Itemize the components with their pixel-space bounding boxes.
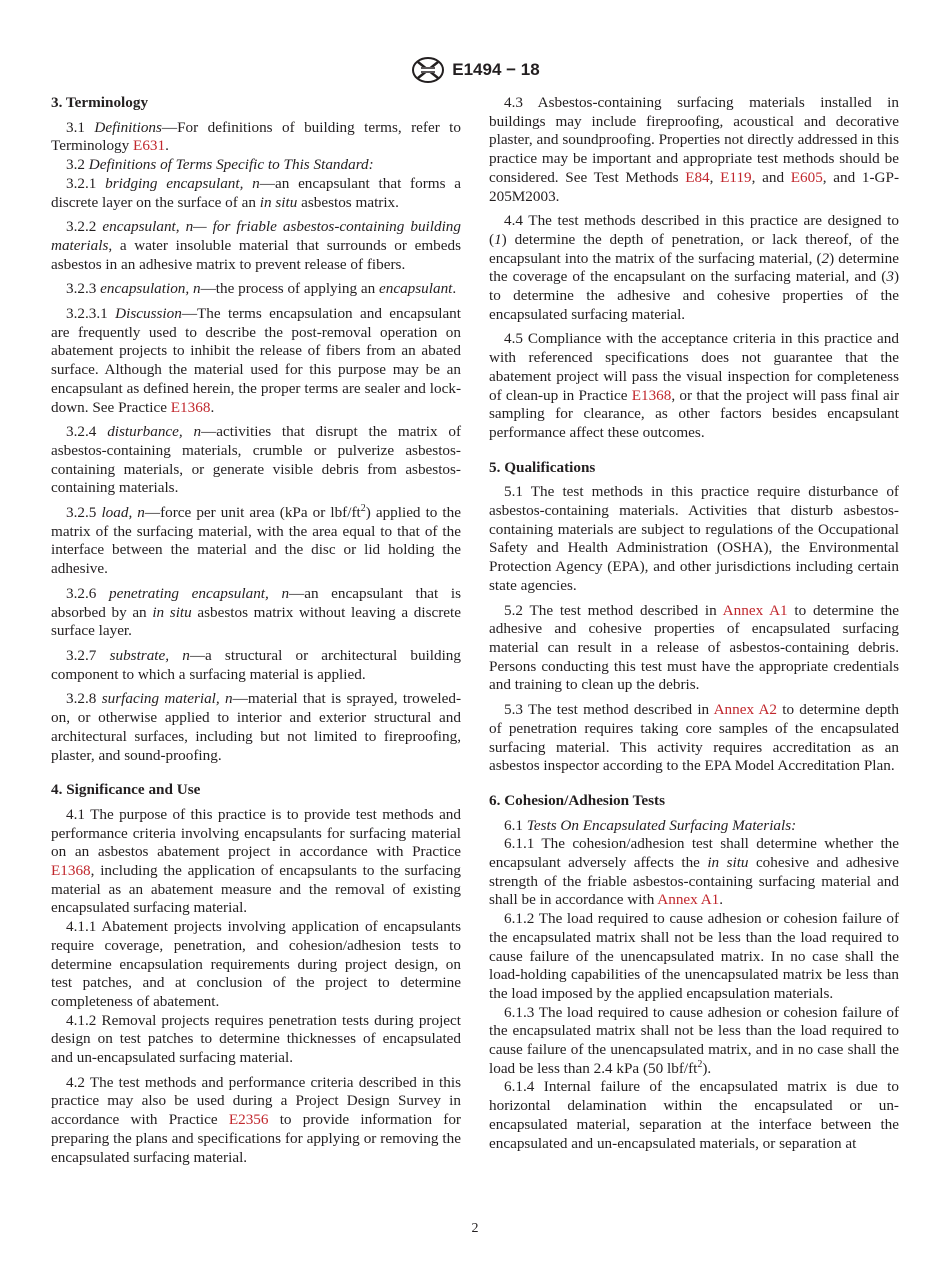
- paragraph-3-2-2: 3.2.2 encapsulant, n— for friable asbestos-containing building materials, a water insoluble material that surrounds or embeds asbestos in an adhesive matrix to prevent release of fibers.: [51, 218, 461, 273]
- ref-link-e1368[interactable]: E1368: [51, 862, 91, 880]
- ref-link-annex-a1[interactable]: Annex A1: [722, 601, 788, 619]
- section-heading-significance: 4. Significance and Use: [51, 781, 201, 799]
- ref-link-annex-a2[interactable]: Annex A2: [713, 701, 778, 719]
- ref-link-e1368[interactable]: E1368: [170, 398, 211, 416]
- paragraph-3-2-8: 3.2.8 surfacing material, n—material that is sprayed, troweled-on, or otherwise applied to interior and exterior structural and architectural surfaces, including but not limited to fireproofing, plaster, and sound-proofing.: [51, 690, 462, 764]
- paragraph-6-1: 6.1 Tests On Encapsulated Surfacing Materials:: [504, 816, 797, 834]
- paragraph-4-5: 4.5 Compliance with the acceptance criteria in this practice and with referenced specifications does not guarantee that the abatement project will pass the visual inspection for completeness of clean-up in Practice E1368, or that the project will pass final air sampling for clearance, as other factors besides encapsulant performance affect these outcomes.: [489, 330, 900, 441]
- ref-link-e631[interactable]: E631: [133, 137, 166, 155]
- paragraph-6-1-4: 6.1.4 Internal failure of the encapsulated matrix is due to horizontal delamination within the encapsulated or un-encapsulated material, separation at the interface between the encapsulated and un-encapsulated materials, or separation at: [489, 1078, 899, 1152]
- paragraph-3-2: 3.2 Definitions of Terms Specific to This Standard:: [66, 156, 374, 174]
- paragraph-3-2-4: 3.2.4 disturbance, n—activities that disrupt the matrix of asbestos-containing materials, crumble or pulverize asbestos-containing materials, or generate visible debris from asbestos-containing materials.: [51, 423, 461, 497]
- page-header: [0, 56, 950, 89]
- paragraph-6-1-2: 6.1.2 The load required to cause adhesion or cohesion failure of the encapsulated matrix shall not be less than the load required to cause failure of the unencapsulated matrix. In no case shall the load-holding capabilities of the unencapsulated matrix be less than the load imposed by the applied encapsulation materials.: [489, 910, 899, 1002]
- left-column: [51, 94, 461, 1173]
- ref-link-e84[interactable]: E84: [685, 168, 710, 186]
- section-heading-terminology: 3. Terminology: [51, 94, 149, 111]
- paragraph-3-2-5: 3.2.5 load, n—force per unit area (kPa or lbf/$ft^2$) applied to the matrix of the surfacing material, with the area equal to that of the interface between the material and the disc or lid holding the adhesive.: [51, 503, 461, 578]
- paragraph-3-2-3-1: 3.2.3.1 Discussion—The terms encapsulation and encapsulant are frequently used to describe the post-removal operation on abatement projects to inhibit the release of fibers from an abated surface. Although the material used for this purpose may be an encapsulant as defined herein, the proper terms are sealer and lock-down. See Practice E1368.: [51, 305, 461, 416]
- section-heading-qualifications: 5. Qualifications: [489, 458, 596, 476]
- ref-link-e1368[interactable]: E1368: [631, 386, 672, 404]
- paragraph-3-2-3: 3.2.3 encapsulation, n—the process of applying an encapsulant.: [66, 280, 457, 298]
- paragraph-3-2-6: 3.2.6 penetrating encapsulant, n—an encapsulant that is absorbed by an in situ asbestos matrix without leaving a discrete surface layer.: [51, 584, 462, 640]
- paragraph-5-2: 5.2 The test method described in Annex A1 to determine the adhesive and cohesive properties of encapsulated surfacing material can result in a release of asbestos-containing debris. Persons conducting this test must have the appropriate credentials and training to clean up the debris.: [489, 601, 899, 694]
- ref-link-annex-a1[interactable]: Annex A1: [657, 891, 720, 909]
- paragraph-4-3: 4.3 Asbestos-containing surfacing materials installed in buildings may include fireproofing, acoustical and decorative plaster, and soundproofing. Properties not directly addressed in this practice may be important and appropriate test methods should be considered. See Test Methods E84, E119, and E605, and 1-GP-205M2003.: [489, 94, 899, 205]
- paragraph-4-1-2: 4.1.2 Removal projects requires penetration tests during project design on test patches to determine thicknesses of encapsulated and un-encapsulated surfacing material.: [51, 1011, 461, 1067]
- ref-link-e605[interactable]: E605: [790, 168, 823, 186]
- section-heading-cohesion-adhesion: 6. Cohesion/Adhesion Tests: [489, 791, 665, 809]
- paragraph-4-1: 4.1 The purpose of this practice is to provide test methods and performance criteria involving encapsulants for surfacing material on an asbestos abatement project in accordance with Practice E1368, including the application of encapsulants to the surfacing material as an abatement measure and the removal of existing encapsulated surfacing material.: [51, 805, 461, 917]
- paragraph-4-4: 4.4 The test methods described in this practice are designed to (1) determine the depth of penetration, or lack thereof, of the encapsulant into the matrix of the surfacing material, (2) determine the coverage of the encapsulant on the surfacing material, and (3) to determine the adhesive and cohesive properties of the encapsulated surfacing material.: [489, 212, 899, 323]
- page-number: 2: [471, 1221, 479, 1236]
- paragraph-3-2-7: 3.2.7 substrate, n—a structural or architectural building component to which a surfacing material is applied.: [51, 646, 461, 683]
- paragraph-4-1-1: 4.1.1 Abatement projects involving application of encapsulants require coverage, penetration, and cohesion/adhesion tests to determine encapsulation requirements during project design, on test patches, and at conclusion of the project to determine completeness of abatement.: [51, 918, 461, 1010]
- paragraph-5-1: 5.1 The test methods in this practice require disturbance of asbestos-containing materials. Activities that disturb asbestos-containing materials are subject to regulations of the Occupational Safety and Health Administration (OSHA), the Environmental Protection Agency (EPA), and other jurisdictions including certain state agencies.: [489, 483, 899, 594]
- paragraph-6-1-1: 6.1.1 The cohesion/adhesion test shall determine whether the encapsulant adversely affects the in situ cohesive and adhesive strength of the friable asbestos-containing surfacing material and shall be in accordance with Annex A1.: [489, 835, 899, 909]
- ref-link-e2356[interactable]: E2356: [228, 1111, 269, 1129]
- paragraph-6-1-3: 6.1.3 The load required to cause adhesion or cohesion failure of the encapsulated matrix shall not be less than the load required to cause failure of the unencapsulated matrix, and in no case shall the load be less than 2.4 kPa (50 lbf/$ft^2$).: [489, 1003, 899, 1077]
- paragraph-4-2: 4.2 The test methods and performance criteria described in this practice may also be used during a Project Design Survey in accordance with Practice E2356 to provide information for preparing the plans and specifications for applying or removing the encapsulated surfacing material.: [51, 1073, 461, 1166]
- standard-designation: E1494 − 18: [452, 60, 540, 79]
- astm-logo-icon: [410, 56, 446, 84]
- paragraph-5-3: 5.3 The test method described in Annex A2 to determine depth of penetration requires taking core samples of the encapsulated surfacing material. This activity requires accreditation as an asbestos inspector according to the EPA Model Accreditation Plan.: [489, 701, 899, 775]
- paragraph-3-2-1: 3.2.1 bridging encapsulant, n—an encapsulant that forms a discrete layer on the surface of an in situ asbestos matrix.: [51, 174, 461, 211]
- paragraph-3-1: 3.1 Definitions—For definitions of building terms, refer to Terminology E631.: [51, 118, 461, 155]
- right-column: [489, 94, 899, 1153]
- ref-link-e119[interactable]: E119: [720, 168, 752, 186]
